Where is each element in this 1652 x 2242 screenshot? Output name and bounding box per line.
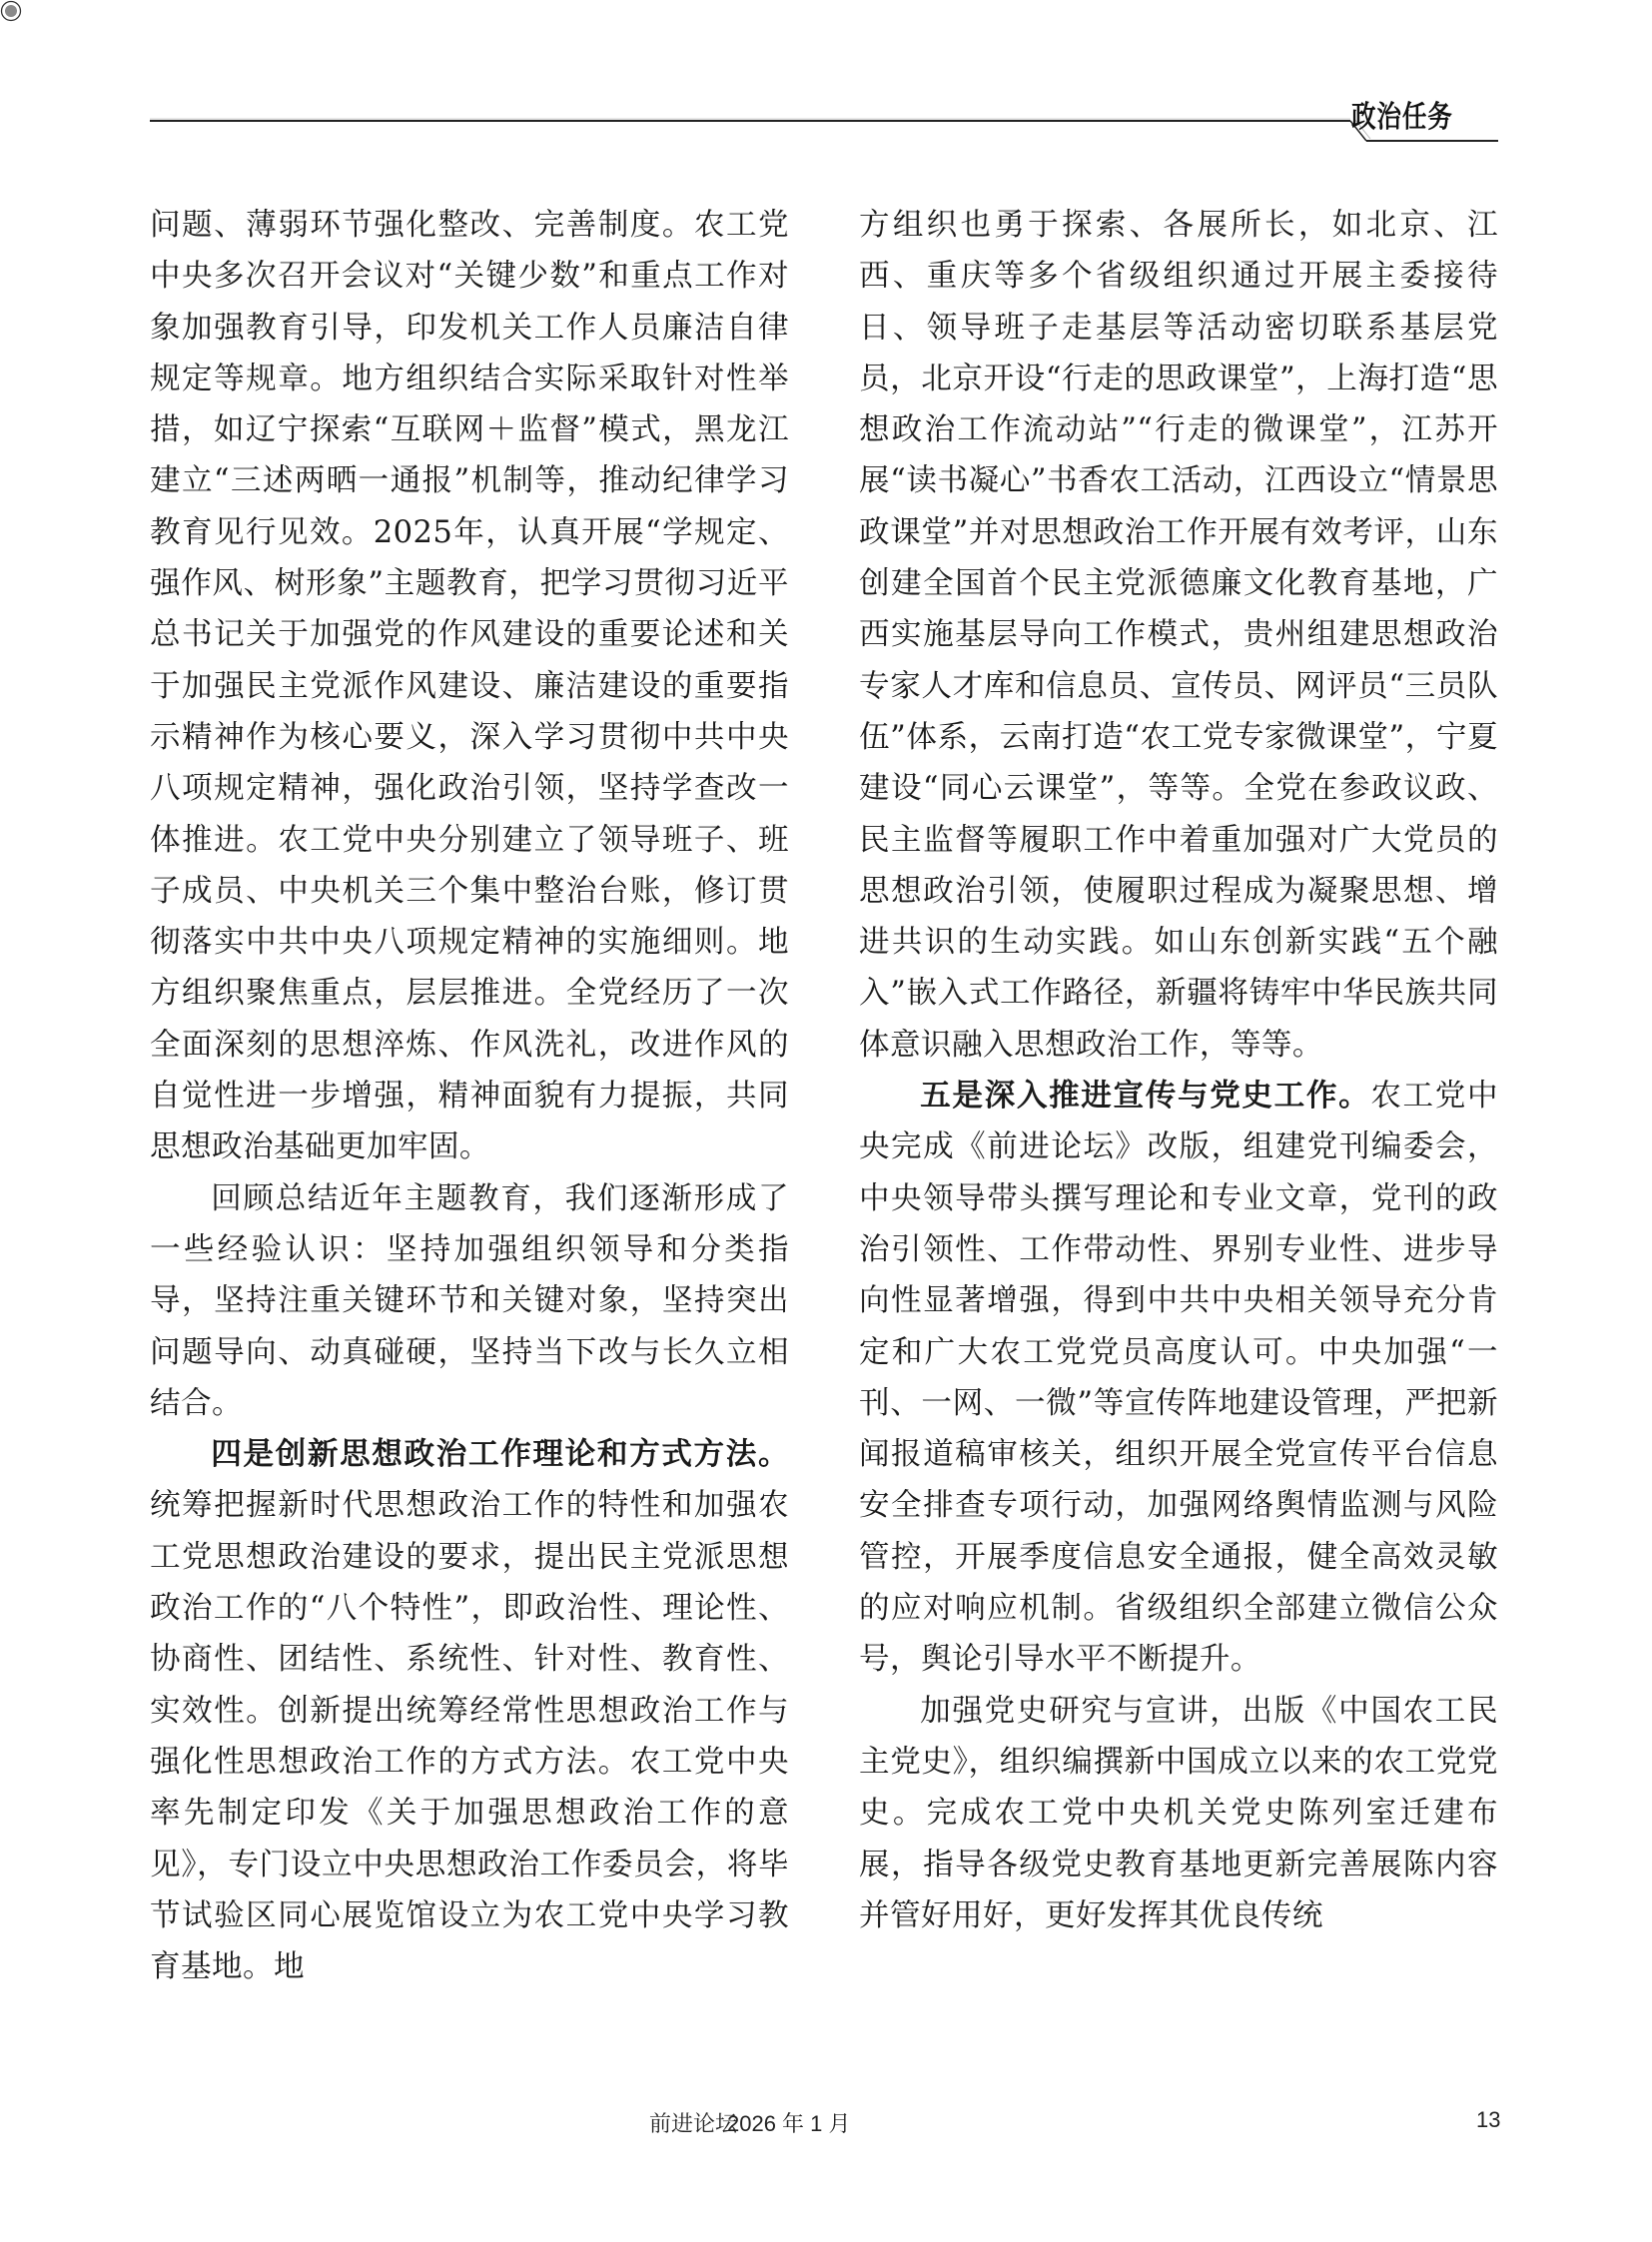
page-header <box>0 0 1652 170</box>
footer-journal-name: 前进论坛 <box>649 2111 738 2136</box>
section-title: 政治任务 <box>1351 100 1453 135</box>
header-rule <box>0 0 1652 170</box>
paragraph-text: 统筹把握新时代思想政治工作的特性和加强农工党思想政治建设的要求，提出民主党派思想政治工作的“八个特性”，即政治性、理论性、协商性、团结性、系统性、针对性、教育性、实效性。创新提出统筹经常性思想政治工作与强化性思想政治工作的方式方法。农工党中央率先制定印发《关于加强思想政治工作的意见》，专门设立中央思想政治工作委员会，将毕节试验区同心展览馆设立为农工党中央学习教育基地。地 <box>150 1488 789 1985</box>
footer-issue-date: 2026 年 1 月 <box>727 2111 851 2136</box>
page-number: 13 <box>1476 2107 1501 2132</box>
paragraph-text: 回顾总结近年主题教育，我们逐渐形成了一些经验认识：坚持加强组织领导和分类指导，坚持注重关键环节和关键对象，坚持突出问题导向、动真碰硬，坚持当下改与长久立相结合。 <box>150 1180 789 1421</box>
paragraph <box>150 200 789 1173</box>
right-column <box>859 200 1498 1941</box>
paragraph <box>150 1429 789 1992</box>
paragraph-lead-heading: 四是创新思想政治工作理论和方式方法。 <box>211 1437 789 1473</box>
paragraph <box>150 1173 789 1429</box>
paragraph-text: 方组织也勇于探索、各展所长，如北京、江西、重庆等多个省级组织通过开展主委接待日、领导班子走基层等活动密切联系基层党员，北京开设“行走的思政课堂”，上海打造“思想政治工作流动站”“行走的微课堂”，江苏开展“读书凝心”书香农工活动，江西设立“情景思政课堂”并对思想政治工作开展有效考评，山东创建全国首个民主党派德廉文化教育基地，广西实施基层导向工作模式，贵州组建思想政治专家人才库和信息员、宣传员、网评员“三员队伍”体系，云南打造“农工党专家微课堂”，宁夏建设“同心云课堂”，等等。全党在参政议政、民主监督等履职工作中着重加强对广大党员的思想政治引领，使履职过程成为凝聚思想、增进共识的生动实践。如山东创新实践“五个融入”嵌入式工作路径，新疆将铸牢中华民族共同体意识融入思想政治工作，等等。 <box>859 208 1498 1063</box>
left-column <box>150 200 789 1992</box>
paragraph-lead-heading: 五是深入推进宣传与党史工作。 <box>920 1079 1371 1115</box>
paragraph-text: 问题、薄弱环节强化整改、完善制度。农工党中央多次召开会议对“关键少数”和重点工作对象加强教育引导，印发机关工作人员廉洁自律规定等规章。地方组织结合实际采取针对性举措，如辽宁探索“互联网＋监督”模式，黑龙江建立“三述两晒一通报”机制等，推动纪律学习教育见行见效。2025年，认真开展“学规定、强作风、树形象”主题教育，把学习贯彻习近平总书记关于加强党的作风建设的重要论述和关于加强民主党派作风建设、廉洁建设的重要指示精神作为核心要义，深入学习贯彻中共中央八项规定精神，强化政治引领，坚持学查改一体推进。农工党中央分别建立了领导班子、班子成员、中央机关三个集中整治台账，修订贯彻落实中共中央八项规定精神的实施细则。地方组织聚焦重点，层层推进。全党经历了一次全面深刻的思想淬炼、作风洗礼，改进作风的自觉性进一步增强，精神面貌有力提振，共同思想政治基础更加牢固。 <box>150 208 789 1165</box>
paragraph-text: 加强党史研究与宣讲，出版《中国农工民主党史》，组织编撰新中国成立以来的农工党党史。完成农工党中央机关党史陈列室迁建布展，指导各级党史教育基地更新完善展陈内容并管好用好，更好发挥其优良传统 <box>859 1693 1498 1933</box>
bullet-circle-icon <box>0 0 22 22</box>
paragraph <box>859 1686 1498 1941</box>
paragraph <box>859 1071 1498 1686</box>
paragraph-text: 农工党中央完成《前进论坛》改版，组建党刊编委会，中央领导带头撰写理论和专业文章，党刊的政治引领性、工作带动性、界别专业性、进步导向性显著增强，得到中共中央相关领导充分肯定和广大农工党党员高度认可。中央加强“一刊、一网、一微”等宣传阵地建设管理，严把新闻报道稿审核关，组织开展全党宣传平台信息安全排查专项行动，加强网络舆情监测与风险管控，开展季度信息安全通报，健全高效灵敏的应对响应机制。省级组织全部建立微信公众号，舆论引导水平不断提升。 <box>859 1079 1498 1678</box>
paragraph <box>859 200 1498 1071</box>
